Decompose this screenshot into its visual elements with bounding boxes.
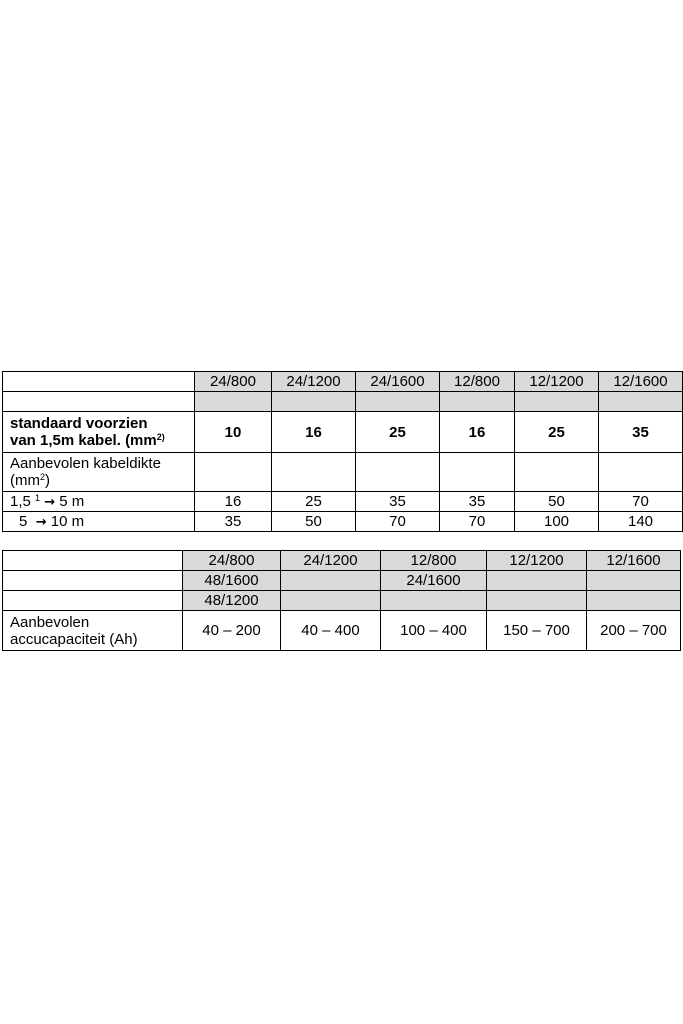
- model-header: 12/1200: [487, 551, 587, 571]
- table-cell: 16: [195, 492, 272, 512]
- capacity-value: 150 – 700: [487, 611, 587, 651]
- length-label: [3, 492, 195, 512]
- header-row: [3, 551, 681, 571]
- standard-value: 25: [356, 412, 440, 453]
- table-cell: 70: [599, 492, 683, 512]
- empty-cell: [3, 551, 183, 571]
- table-cell: 100: [515, 512, 599, 532]
- capacity-value: 40 – 400: [281, 611, 381, 651]
- standard-value: 10: [195, 412, 272, 453]
- length-from: 5: [19, 512, 28, 530]
- model-header: [587, 591, 681, 611]
- length-from: 1,5: [10, 492, 31, 510]
- recommended-label: [3, 453, 195, 492]
- capacity-label-line2: accucapaciteit (Ah): [10, 630, 138, 648]
- capacity-value: 200 – 700: [587, 611, 681, 651]
- model-header: [587, 571, 681, 591]
- model-header: 24/1200: [272, 372, 356, 392]
- model-header: [281, 571, 381, 591]
- model-row-3: [3, 591, 681, 611]
- table-cell: 70: [356, 512, 440, 532]
- recommended-row: [3, 453, 683, 492]
- length-to: 10 m: [50, 512, 85, 530]
- model-header: 24/1600: [381, 571, 487, 591]
- table-cell: 35: [195, 512, 272, 532]
- table-cell: 25: [272, 492, 356, 512]
- empty-cell: [3, 571, 183, 591]
- empty-cell: [3, 591, 183, 611]
- standard-value: 25: [515, 412, 599, 453]
- standard-label-line1: standaard voorzien: [10, 415, 148, 432]
- capacity-value: 40 – 200: [183, 611, 281, 651]
- model-header: [487, 591, 587, 611]
- length-label: [3, 512, 195, 532]
- standard-row: [3, 412, 683, 453]
- arrow-right-icon: →: [35, 514, 47, 530]
- model-header: [281, 591, 381, 611]
- table-cell: 70: [440, 512, 515, 532]
- model-header: [487, 571, 587, 591]
- standard-label-line2: van 1,5m kabel. (mm: [10, 432, 157, 449]
- model-header: 48/1200: [183, 591, 281, 611]
- model-row-2: [3, 571, 681, 591]
- model-header: 24/800: [183, 551, 281, 571]
- superscript: 2): [156, 432, 165, 442]
- empty-cell: [440, 392, 515, 412]
- table-cell: 35: [356, 492, 440, 512]
- empty-cell: [599, 392, 683, 412]
- empty-cell: [599, 453, 683, 492]
- model-header: 24/1600: [356, 372, 440, 392]
- table-cell: 50: [515, 492, 599, 512]
- capacity-label-line1: Aanbevolen: [10, 613, 90, 631]
- model-header: 24/800: [195, 372, 272, 392]
- recommended-label-line1: Aanbevolen kabeldikte: [10, 455, 161, 472]
- empty-cell: [272, 392, 356, 412]
- table-cell: 35: [440, 492, 515, 512]
- empty-cell: [356, 453, 440, 492]
- table-cell: 140: [599, 512, 683, 532]
- capacity-value: 100 – 400: [381, 611, 487, 651]
- model-header: 12/1600: [599, 372, 683, 392]
- empty-cell: [195, 392, 272, 412]
- standard-label: [3, 412, 195, 453]
- cable-thickness-table: [2, 371, 683, 532]
- empty-cell: [515, 453, 599, 492]
- empty-cell: [356, 392, 440, 412]
- empty-cell: [272, 453, 356, 492]
- recommended-label-pre: (mm: [10, 472, 40, 489]
- header-row: [3, 372, 683, 392]
- recommended-label-post: ): [45, 472, 51, 489]
- table-cell: 50: [272, 512, 356, 532]
- length-to: 5 m: [59, 492, 85, 510]
- standard-value: 16: [440, 412, 515, 453]
- empty-cell: [3, 372, 195, 392]
- empty-cell: [515, 392, 599, 412]
- length-row-1: [3, 492, 683, 512]
- empty-cell: [3, 392, 195, 412]
- model-header: 12/800: [381, 551, 487, 571]
- model-header: [381, 591, 487, 611]
- empty-cell: [195, 453, 272, 492]
- model-header: 12/1600: [587, 551, 681, 571]
- model-header: 12/800: [440, 372, 515, 392]
- standard-value: 16: [272, 412, 356, 453]
- model-header: 12/1200: [515, 372, 599, 392]
- capacity-label: [3, 611, 183, 651]
- superscript: 2: [40, 472, 46, 482]
- capacity-row: [3, 611, 681, 651]
- model-header: 24/1200: [281, 551, 381, 571]
- empty-cell: [440, 453, 515, 492]
- arrow-right-icon: →: [44, 494, 56, 510]
- superscript: 1: [35, 492, 41, 503]
- model-header: 48/1600: [183, 571, 281, 591]
- length-row-2: [3, 512, 683, 532]
- spacer-row: [3, 392, 683, 412]
- battery-capacity-table: [2, 550, 681, 651]
- standard-value: 35: [599, 412, 683, 453]
